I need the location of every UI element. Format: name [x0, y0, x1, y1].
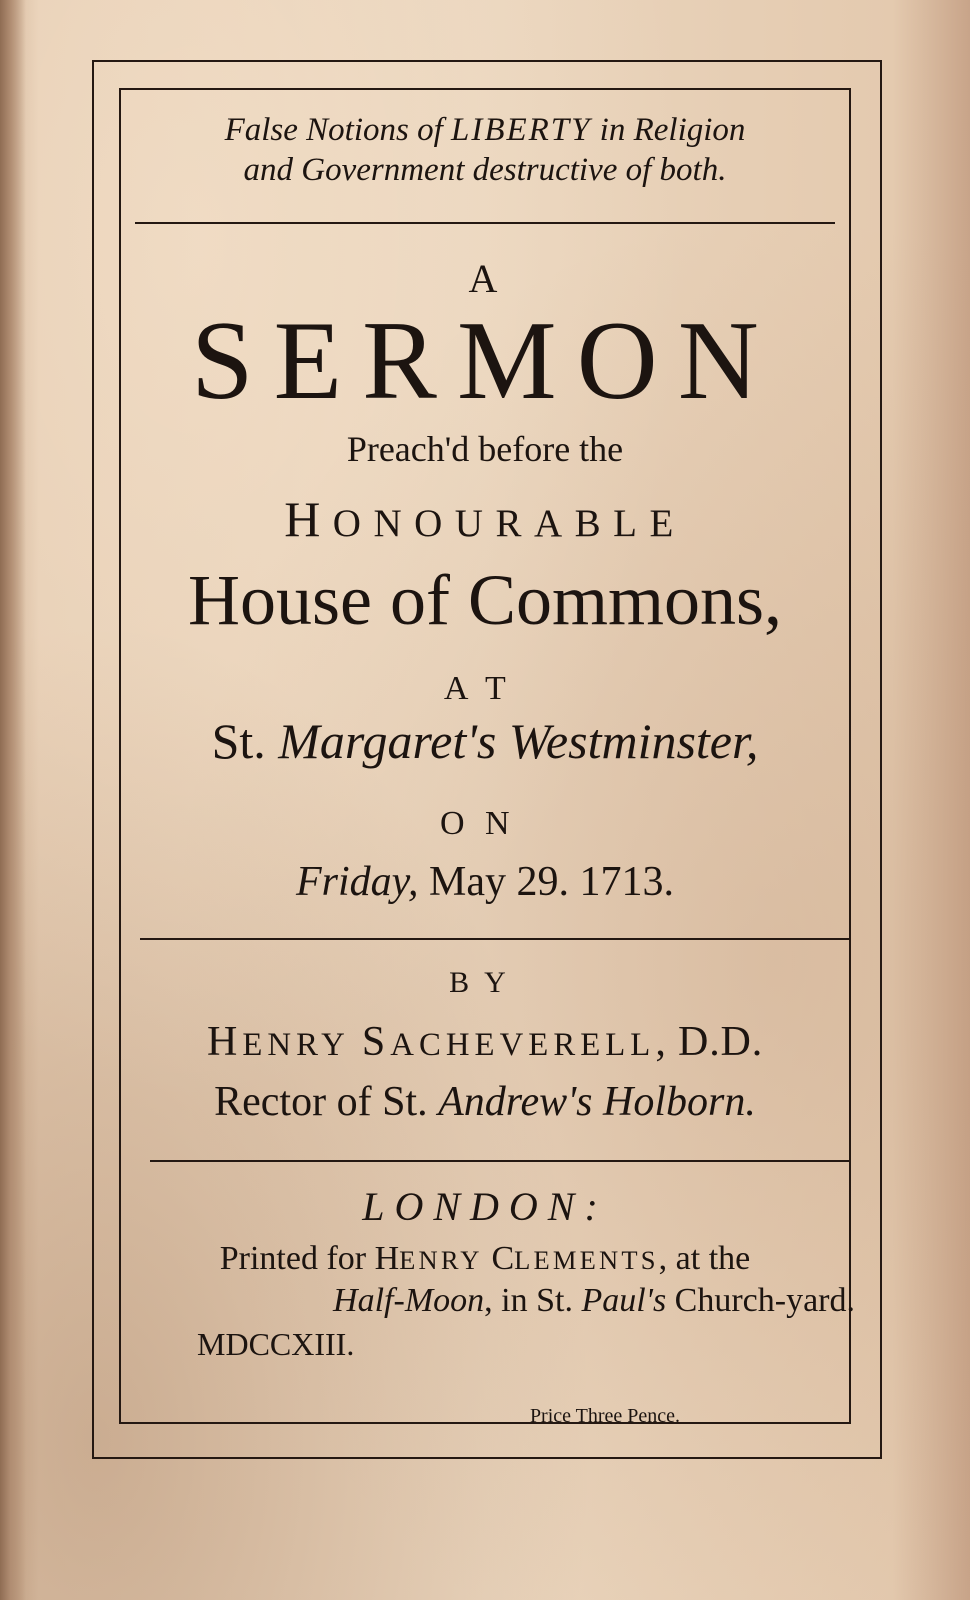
year-line: MDCCXIII. — [197, 1326, 355, 1362]
divider-middle — [140, 938, 850, 940]
author-name-line: HENRY SACHEVERELL, D.D. — [206, 1019, 764, 1065]
london-line: LONDON: — [362, 1184, 608, 1229]
half-title-line-2: and Government destructive of both. — [243, 152, 727, 188]
by-line: BY — [449, 966, 521, 999]
half-moon-line: Half-Moon, in St. Paul's Church-yard. — [333, 1282, 855, 1319]
location-line: St. Margaret's Westminster, — [211, 713, 759, 769]
preached-line: Preach'd before the — [346, 429, 624, 469]
rector-line: Rector of St. Andrew's Holborn. — [214, 1079, 756, 1125]
divider-top — [135, 222, 835, 224]
divider-bottom — [150, 1160, 850, 1162]
heading-a: A — [468, 256, 502, 301]
at-line: AT — [443, 670, 527, 707]
on-line: ON — [440, 805, 530, 842]
spine-edge — [0, 0, 26, 1600]
house-of-commons-line: House of Commons, — [188, 560, 782, 640]
printed-for-line: Printed for HENRY CLEMENTS, at the — [219, 1240, 751, 1277]
honourable-line: HONOURABLE — [284, 491, 686, 547]
heading-sermon: SERMON — [191, 299, 779, 423]
half-title-line-1: False Notions of LIBERTY in Religion — [224, 112, 746, 148]
date-line: Friday, May 29. 1713. — [296, 859, 674, 905]
price-line: Price Three Pence. — [529, 1405, 681, 1427]
